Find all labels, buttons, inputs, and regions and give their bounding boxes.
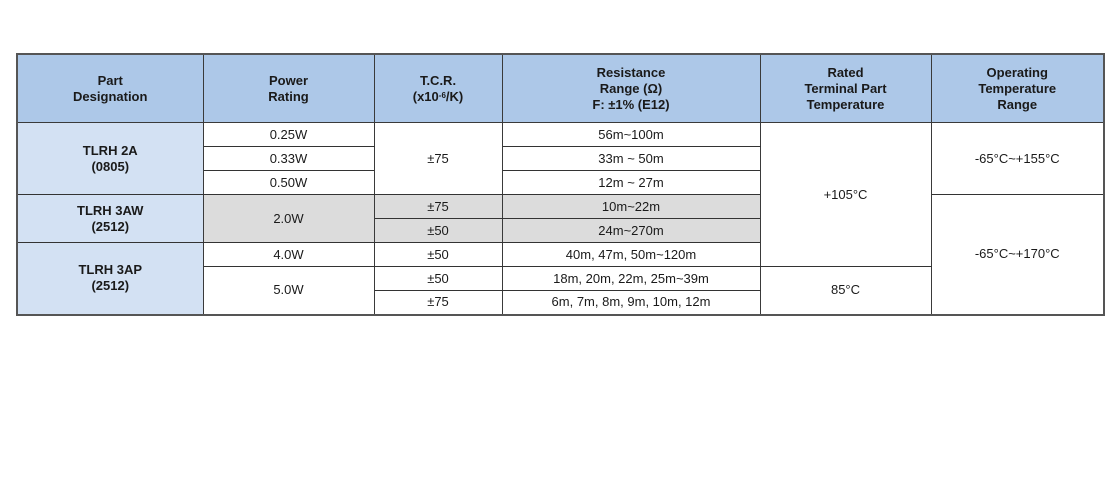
header-text: Temperature (806, 96, 885, 112)
header-text: (x10 (412, 88, 439, 104)
header-text: /K) (445, 88, 464, 104)
header-text: Part (97, 72, 123, 88)
spec-table (16, 53, 1105, 316)
header-text: T.C.R. (419, 72, 457, 88)
part-cell-tlrh-3ap (17, 243, 203, 315)
header-text: Power (268, 72, 308, 88)
resistance-cell: 10m~22m (502, 195, 760, 219)
header-text: F: ±1% (E12) (592, 96, 670, 112)
operating-range-cell: -65°C~+170°C (931, 195, 1104, 315)
part-cell-tlrh-2a (17, 123, 203, 195)
superscript: -6 (438, 90, 446, 100)
header-resistance-range (502, 54, 760, 123)
table-row (17, 123, 1104, 147)
resistance-cell: 12m ~ 27m (502, 171, 760, 195)
part-cell-tlrh-3aw (17, 195, 203, 243)
part-size: (0805) (91, 158, 130, 174)
header-text: Terminal Part (804, 80, 887, 96)
header-text: Operating (986, 64, 1048, 80)
header-text (375, 89, 502, 105)
power-cell: 0.25W (203, 123, 374, 147)
table-row (17, 195, 1104, 219)
resistance-cell: 56m~100m (502, 123, 760, 147)
resistance-cell: 33m ~ 50m (502, 147, 760, 171)
header-operating-temperature (931, 54, 1104, 123)
tcr-cell: ±50 (374, 243, 502, 267)
tcr-cell: ±50 (374, 267, 502, 291)
tcr-cell: ±50 (374, 219, 502, 243)
resistance-cell: 24m~270m (502, 219, 760, 243)
power-cell: 0.33W (203, 147, 374, 171)
header-part-designation (17, 54, 203, 123)
header-terminal-temperature (760, 54, 931, 123)
tcr-cell: ±75 (374, 291, 502, 315)
tcr-cell: ±75 (374, 195, 502, 219)
part-name: TLRH 2A (82, 142, 138, 158)
resistance-cell: 18m, 20m, 22m, 25m~39m (502, 267, 760, 291)
terminal-temp-cell: +105°C (760, 123, 931, 267)
header-row (17, 54, 1104, 123)
header-text: Temperature (978, 80, 1057, 96)
terminal-temp-cell: 85°C (760, 267, 931, 315)
power-cell: 5.0W (203, 267, 374, 315)
header-text: Designation (73, 88, 148, 104)
header-tcr (374, 54, 502, 123)
tcr-cell: ±75 (374, 123, 502, 195)
power-cell: 0.50W (203, 171, 374, 195)
resistance-cell: 40m, 47m, 50m~120m (502, 243, 760, 267)
resistance-cell: 6m, 7m, 8m, 9m, 10m, 12m (502, 291, 760, 315)
part-name: TLRH 3AW (77, 202, 144, 218)
header-text: Rating (268, 88, 309, 104)
part-size: (2512) (91, 218, 130, 234)
header-text: Range (Ω) (599, 80, 663, 96)
header-power-rating (203, 54, 374, 123)
operating-range-cell: -65°C~+155°C (931, 123, 1104, 195)
power-cell: 2.0W (203, 195, 374, 243)
part-size: (2512) (91, 278, 130, 294)
power-cell: 4.0W (203, 243, 374, 267)
header-text: Range (997, 96, 1038, 112)
header-text: Resistance (596, 64, 666, 80)
header-text: Rated (827, 64, 864, 80)
part-name: TLRH 3AP (78, 262, 143, 278)
